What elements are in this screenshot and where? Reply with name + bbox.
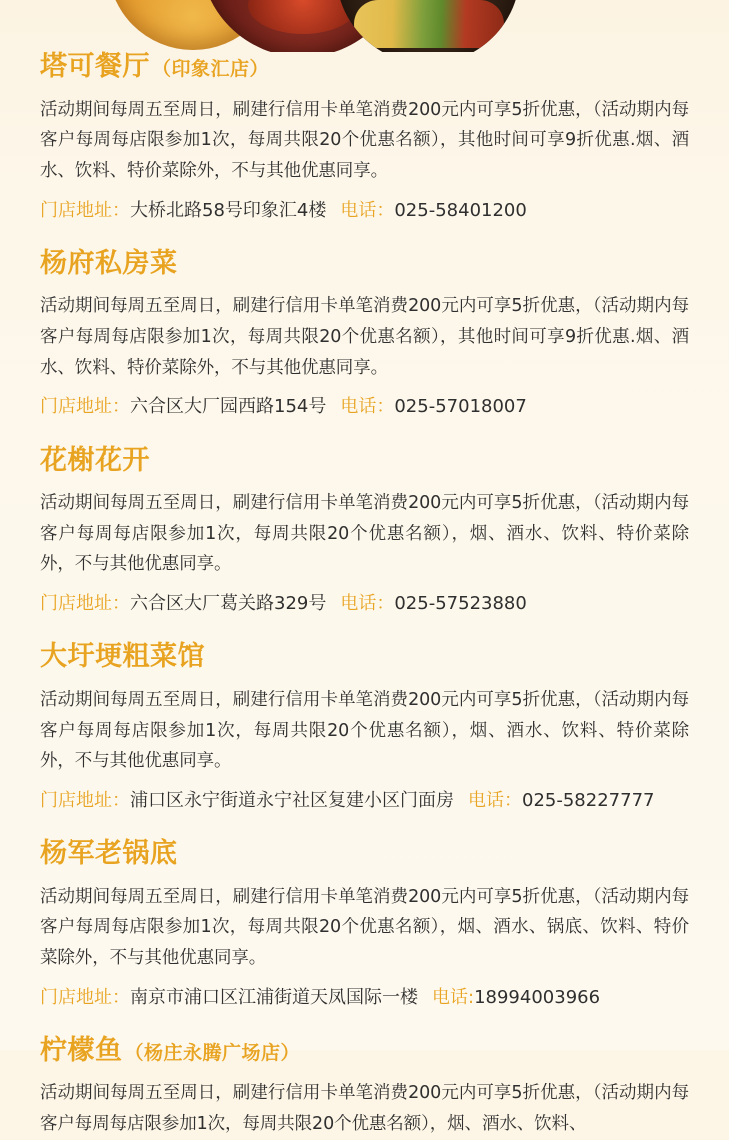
- address-value: 浦口区永宁街道永宁社区复建小区门面房: [130, 789, 454, 811]
- merchant-description: 活动期间每周五至周日，刷建行信用卡单笔消费200元内可享5折优惠，（活动期内每客户每周每店限参加1次，每周共限20个优惠名额），烟、酒水、饮料、特价菜除外，不与其他优惠同享。: [40, 689, 689, 772]
- dish-photo-beef-bowl: [336, 0, 520, 52]
- merchant-name: 柠檬鱼: [40, 1034, 123, 1066]
- merchant-title: [40, 52, 689, 82]
- merchant-entry: [0, 249, 729, 420]
- merchant-title: [40, 839, 689, 869]
- address-label: 门店地址：: [40, 789, 130, 811]
- phone-label: 电话：: [340, 593, 395, 615]
- address-label: 门店地址：: [40, 199, 130, 221]
- phone-value: 18994003966: [474, 986, 601, 1008]
- merchant-title: [40, 642, 689, 672]
- merchant-branch: （杨庄永腾广场店）: [124, 1041, 301, 1064]
- phone-label: 电话：: [340, 199, 395, 221]
- merchant-description: 活动期间每周五至周日，刷建行信用卡单笔消费200元内可享5折优惠，（活动期内每客户每周每店限参加1次，每周共限20个优惠名额），烟、酒水、饮料、特价菜除外，不与其他优惠同享。: [40, 493, 689, 575]
- phone-value: 025-58401200: [394, 199, 527, 221]
- merchant-name: 花榭花开: [40, 444, 150, 476]
- merchant-contact: [40, 985, 689, 1010]
- merchant-contact: [40, 788, 689, 813]
- address-value: 大桥北路58号印象汇4楼: [130, 199, 327, 221]
- merchant-name: 塔可餐厅: [40, 51, 150, 82]
- merchant-description: 活动期间每周五至周日，刷建行信用卡单笔消费200元内可享5折优惠，（活动期内每客户每周每店限参加1次，每周共限20个优惠名额），其他时间可享9折优惠.烟、酒水、饮料、特价菜除外，不与其他优惠同享。: [40, 99, 689, 181]
- merchant-contact: [40, 394, 689, 419]
- phone-label: 电话：: [468, 789, 522, 811]
- merchant-name: 杨府私房菜: [40, 247, 178, 279]
- merchant-entry: [0, 1036, 729, 1140]
- merchant-name: 杨军老锅底: [40, 838, 178, 869]
- address-value: 六合区大厂园西路154号: [130, 396, 327, 418]
- merchant-entry: [0, 642, 729, 813]
- address-value: 六合区大厂葛关路329号: [130, 593, 327, 615]
- phone-value: 025-58227777: [522, 789, 655, 811]
- address-label: 门店地址：: [40, 593, 130, 615]
- food-photo-strip: [0, 0, 729, 52]
- phone-value: 025-57523880: [394, 593, 527, 615]
- address-value: 南京市浦口区江浦街道天凤国际一楼: [130, 986, 418, 1008]
- address-label: 门店地址：: [40, 396, 130, 418]
- merchant-description: 活动期间每周五至周日，刷建行信用卡单笔消费200元内可享5折优惠，（活动期内每客户每周每店限参加1次，每周共限20个优惠名额），烟、酒水、饮料、: [40, 1083, 689, 1135]
- merchant-entry: [0, 839, 729, 1010]
- address-label: 门店地址：: [40, 986, 130, 1008]
- merchant-contact: [40, 591, 689, 616]
- merchant-entry: [0, 52, 729, 223]
- phone-label: 电话:: [432, 986, 475, 1008]
- phone-value: 025-57018007: [394, 396, 527, 418]
- merchant-contact: [40, 198, 689, 223]
- merchant-description: 活动期间每周五至周日，刷建行信用卡单笔消费200元内可享5折优惠，（活动期内每客户每周每店限参加1次，每周共限20个优惠名额），烟、酒水、锅底、饮料、特价菜除外，不与其他优惠同享。: [40, 886, 689, 968]
- merchant-name: 大圩埂粗菜馆: [40, 641, 205, 673]
- phone-label: 电话：: [340, 396, 395, 418]
- merchant-entry: [0, 446, 729, 617]
- merchant-title: [40, 446, 689, 476]
- merchant-branch: （印象汇店）: [152, 58, 270, 80]
- merchant-title: [40, 1036, 689, 1066]
- merchant-title: [40, 249, 689, 279]
- merchant-description: 活动期间每周五至周日，刷建行信用卡单笔消费200元内可享5折优惠，（活动期内每客户每周每店限参加1次，每周共限20个优惠名额），其他时间可享9折优惠.烟、酒水、饮料、特价菜除外，不与其他优惠同享。: [40, 296, 689, 378]
